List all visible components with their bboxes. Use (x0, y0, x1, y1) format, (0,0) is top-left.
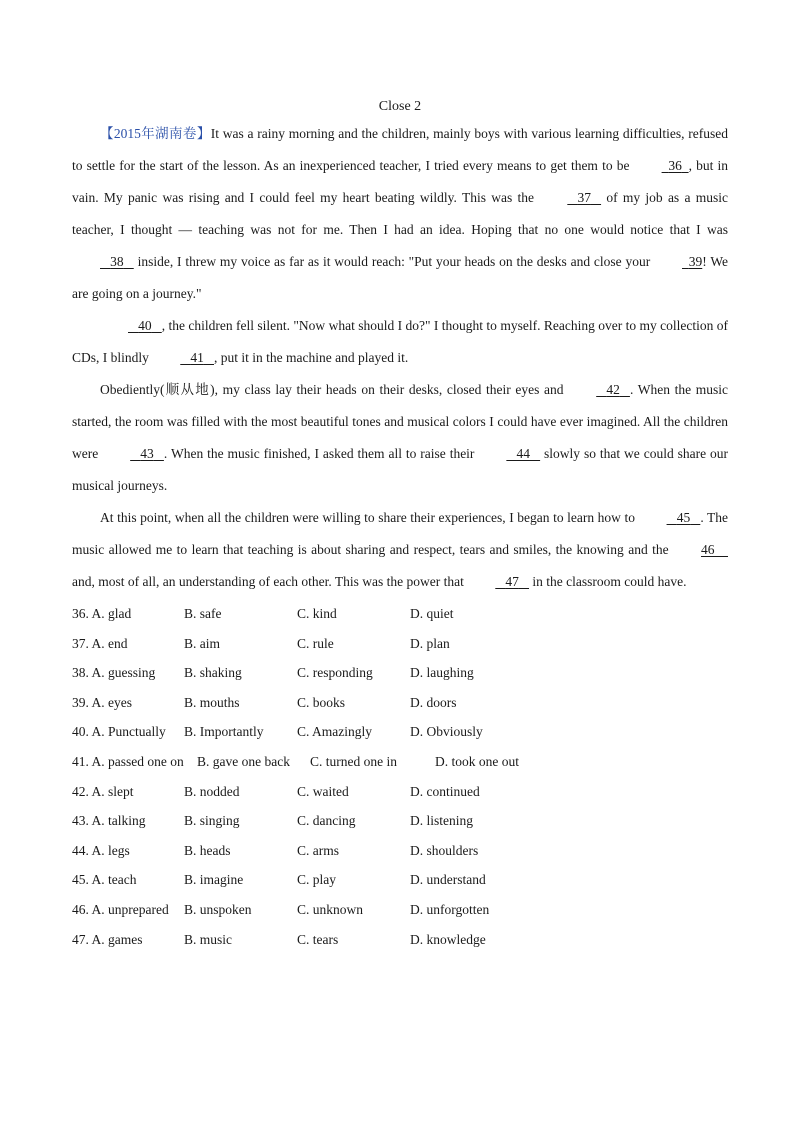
option-d: D. listening (410, 813, 473, 829)
option-a: 36. A. glad (72, 606, 132, 621)
option-d: D. shoulders (410, 842, 479, 858)
blank-44: 44 (516, 446, 530, 461)
option-a: 45. A. teach (72, 872, 137, 888)
text-segment: slowly so that we could share our musical journeys. (72, 446, 729, 493)
option-row-36 (72, 599, 728, 629)
text-segment: , the children fell silent. "Now what should I do?" I thought to myself. Reaching over to my collection of CDs, I blindly (72, 318, 728, 365)
option-d: D. continued (410, 783, 480, 799)
option-a: 43. A. talking (72, 813, 146, 829)
option-row-40 (72, 717, 728, 747)
option-d: D. plan (410, 635, 450, 651)
option-a: 42. A. slept (72, 783, 134, 799)
option-b: B. nodded (184, 783, 240, 799)
option-d: D. knowledge (410, 931, 486, 947)
blank-43: 43 (140, 446, 154, 461)
option-d: D. doors (410, 694, 457, 710)
option-a: 41. A. passed one on (72, 753, 184, 769)
option-b: B. shaking (184, 665, 242, 681)
option-d: D. took one out (435, 753, 519, 769)
blank-47: 47 (505, 574, 519, 589)
option-c: C. Amazingly (297, 724, 372, 740)
text-segment: of my job as a music teacher, I thought — teaching was not for me. Then I had an idea. Hoping that no one would notice that I was (72, 190, 728, 237)
option-c: C. waited (297, 783, 349, 799)
text-segment: in the classroom could have. (529, 574, 687, 589)
option-a: 47. A. games (72, 931, 143, 947)
option-row-45 (72, 865, 728, 895)
option-a: 38. A. guessing (72, 665, 156, 681)
option-a: 46. A. unprepared (72, 901, 169, 917)
option-b: B. heads (184, 842, 231, 858)
option-c: C. responding (297, 665, 373, 681)
paragraph-3 (72, 374, 728, 502)
blank-38: 38 (110, 254, 124, 269)
option-b: B. music (184, 931, 233, 947)
option-c: C. play (297, 872, 336, 888)
paragraph-2 (72, 310, 728, 374)
option-c: C. books (297, 694, 346, 710)
blank-37: 37 (577, 190, 591, 205)
option-b: B. gave one back (197, 753, 290, 769)
answer-options (72, 599, 728, 954)
option-d: D. laughing (410, 665, 474, 681)
option-a: 39. A. eyes (72, 694, 132, 710)
option-b: B. aim (184, 635, 220, 651)
option-c: C. turned one in (310, 753, 397, 769)
text-segment: , but in vain. My panic was rising and I could feel my heart beating wildly. This was the (72, 158, 728, 205)
text-segment: Obediently(顺从地), my class lay their heads on their desks, closed their eyes and (100, 382, 569, 397)
text-segment: . The music allowed me to learn that teaching is about sharing and respect, tears and smiles, the knowing and the (72, 510, 728, 557)
option-c: C. tears (297, 931, 339, 947)
blank-39: 39 (688, 254, 703, 269)
option-b: B. singing (184, 813, 240, 829)
option-row-38 (72, 658, 728, 688)
text-segment: . When the music finished, I asked them all to raise their (163, 446, 479, 461)
option-row-39 (72, 688, 728, 718)
option-row-43 (72, 806, 728, 836)
option-b: B. unspoken (184, 901, 252, 917)
option-c: C. unknown (297, 901, 364, 917)
text-segment: and, most of all, an understanding of each other. This was the power that (72, 574, 468, 589)
option-c: C. kind (297, 606, 337, 621)
option-c: C. arms (297, 842, 339, 858)
option-b: B. Importantly (184, 724, 264, 740)
option-d: D. unforgotten (410, 901, 490, 917)
option-c: C. rule (297, 635, 334, 651)
option-a: 44. A. legs (72, 842, 130, 858)
text-segment: . When the music started, the room was filled with the most beautiful tones and musical colors I could have ever imagined. All the children were (72, 382, 728, 461)
text-segment: It was a rainy morning and the children, mainly boys with various learning difficulties, refused to settle for the start of the lesson. As an inexperienced teacher, I tried every means to get them to be (72, 126, 729, 173)
text-segment: , put it in the machine and played it. (214, 350, 409, 365)
text-segment: At this point, when all the children were willing to share their experiences, I began to learn how to (100, 510, 639, 525)
paragraph-4 (72, 502, 728, 598)
option-a: 37. A. end (72, 635, 128, 651)
source-tag: 【2015年湖南卷】 (100, 126, 211, 141)
blank-46: 46 (701, 542, 715, 557)
option-b: B. mouths (184, 694, 240, 710)
text-segment: ! We are going on a journey." (72, 254, 728, 301)
paragraph-1 (72, 118, 728, 310)
option-c: C. dancing (297, 813, 356, 829)
blank-36: 36 (668, 158, 682, 173)
document-title: Close 2 (378, 99, 422, 114)
option-row-41 (72, 747, 728, 777)
option-row-44 (72, 836, 728, 866)
blank-42: 42 (606, 382, 620, 397)
option-d: D. Obviously (410, 724, 483, 740)
option-d: D. quiet (410, 606, 454, 621)
option-row-47 (72, 925, 728, 955)
option-d: D. understand (410, 872, 486, 888)
blank-45: 45 (676, 510, 691, 525)
option-b: B. imagine (184, 872, 244, 888)
blank-41: 41 (190, 350, 204, 365)
option-a: 40. A. Punctually (72, 724, 166, 740)
text-segment: inside, I threw my voice as far as it would reach: "Put your heads on the desks and close your (133, 254, 655, 269)
option-row-46 (72, 895, 728, 925)
option-row-37 (72, 629, 728, 659)
option-b: B. safe (184, 606, 222, 621)
option-row-42 (72, 777, 728, 807)
blank-40: 40 (138, 318, 152, 333)
